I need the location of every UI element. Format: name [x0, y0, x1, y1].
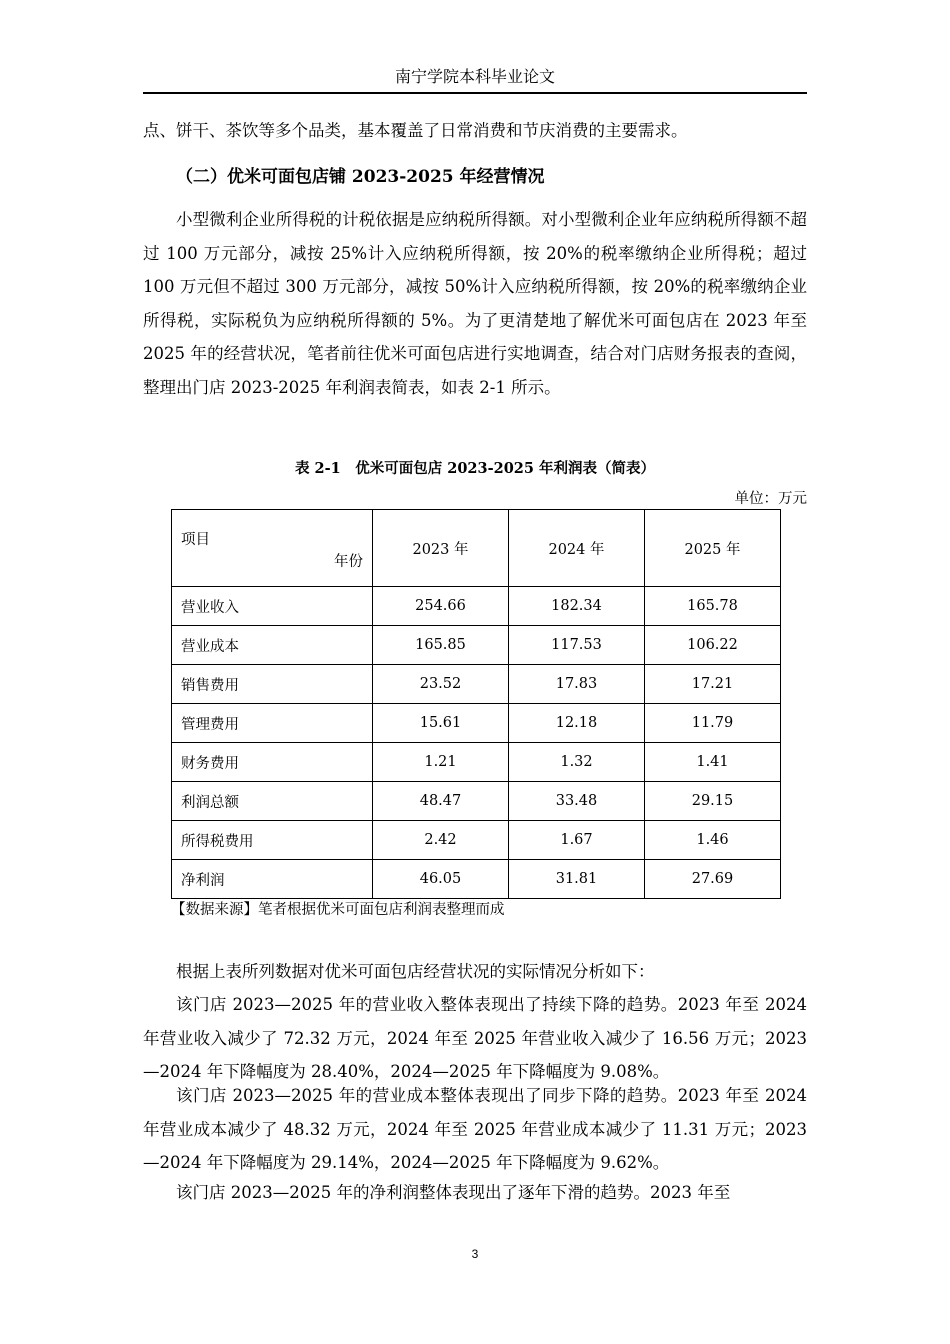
- value-cell: 11.79: [645, 704, 781, 743]
- row-label: 所得税费用: [172, 821, 373, 860]
- value-cell: 1.32: [509, 743, 645, 782]
- table-row: [172, 743, 781, 782]
- value-cell: 17.21: [645, 665, 781, 704]
- value-cell: 29.15: [645, 782, 781, 821]
- table-row: [172, 665, 781, 704]
- value-cell: 12.18: [509, 704, 645, 743]
- row-label: 营业成本: [172, 626, 373, 665]
- year-header: 2025 年: [645, 510, 781, 587]
- corner-year-label: 年份: [334, 554, 363, 570]
- row-label: 营业收入: [172, 587, 373, 626]
- table-row: [172, 860, 781, 899]
- value-cell: 2.42: [373, 821, 509, 860]
- table-row: [172, 821, 781, 860]
- table-row: [172, 782, 781, 821]
- value-cell: 15.61: [373, 704, 509, 743]
- row-label: 管理费用: [172, 704, 373, 743]
- value-cell: 48.47: [373, 782, 509, 821]
- paragraph-tax: 小型微利企业所得税的计税依据是应纳税所得额。对小型微利企业年应纳税所得额不超过 100 万元部分，减按 25%计入应纳税所得额，按 20%的税率缴纳企业所得税；超过 100 万元但不超过 300 万元部分，减按 50%计入应纳税所得额，按 20%的税率缴纳企业所得税，实际税负为应纳税所得额的 5%。为了更清楚地了解优米可面包店在 2023 年至 2025 年的经营状况，笔者前往优米可面包店进行实地调查，结合对门店财务报表的查阅，整理出门店 2023-2025 年利润表简表，如表 2-1 所示。: [143, 210, 807, 397]
- section-heading: （二）优米可面包店铺 2023-2025 年经营情况: [176, 167, 545, 187]
- analysis-intro: 根据上表所列数据对优米可面包店经营状况的实际情况分析如下：: [176, 962, 655, 981]
- value-cell: 23.52: [373, 665, 509, 704]
- value-cell: 33.48: [509, 782, 645, 821]
- row-label: 净利润: [172, 860, 373, 899]
- value-cell: 17.83: [509, 665, 645, 704]
- paragraph-cost: 该门店 2023—2025 年的营业成本整体表现出了同步下降的趋势。2023 年至 2024 年营业成本减少了 48.32 万元，2024 年至 2025 年营业成本减少了 11.31 万元；2023—2024 年下降幅度为 29.14%，2024—2025 年下降幅度为 9.62%。: [143, 1086, 807, 1172]
- table-unit: 单位：万元: [734, 491, 807, 507]
- page-number: 3: [471, 1247, 479, 1261]
- corner-cell: [172, 510, 373, 587]
- table-source-note: 【数据来源】笔者根据优米可面包店利润表整理而成: [171, 902, 505, 918]
- value-cell: 1.46: [645, 821, 781, 860]
- value-cell: 106.22: [645, 626, 781, 665]
- value-cell: 254.66: [373, 587, 509, 626]
- value-cell: 165.78: [645, 587, 781, 626]
- value-cell: 31.81: [509, 860, 645, 899]
- header-divider: [143, 92, 807, 94]
- intro-line: 点、饼干、茶饮等多个品类，基本覆盖了日常消费和节庆消费的主要需求。: [143, 121, 688, 140]
- value-cell: 117.53: [509, 626, 645, 665]
- paragraph-profit: 该门店 2023—2025 年的净利润整体表现出了逐年下滑的趋势。2023 年至: [176, 1183, 731, 1202]
- value-cell: 165.85: [373, 626, 509, 665]
- value-cell: 1.67: [509, 821, 645, 860]
- row-label: 财务费用: [172, 743, 373, 782]
- table-row: [172, 704, 781, 743]
- row-label: 利润总额: [172, 782, 373, 821]
- table-header-row: [172, 510, 781, 587]
- value-cell: 1.21: [373, 743, 509, 782]
- page-header-title: 南宁学院本科毕业论文: [394, 67, 555, 86]
- paragraph-revenue: 该门店 2023—2025 年的营业收入整体表现出了持续下降的趋势。2023 年至 2024 年营业收入减少了 72.32 万元，2024 年至 2025 年营业收入减少了 16.56 万元；2023—2024 年下降幅度为 28.40%，2024—2025 年下降幅度为 9.08%。: [143, 995, 807, 1081]
- year-header: 2023 年: [373, 510, 509, 587]
- value-cell: 46.05: [373, 860, 509, 899]
- value-cell: 182.34: [509, 587, 645, 626]
- table-caption: 表 2-1 优米可面包店 2023-2025 年利润表（简表）: [294, 460, 656, 477]
- table-row: [172, 626, 781, 665]
- income-statement-table: [171, 509, 781, 899]
- row-label: 销售费用: [172, 665, 373, 704]
- table-row: [172, 587, 781, 626]
- year-header: 2024 年: [509, 510, 645, 587]
- value-cell: 1.41: [645, 743, 781, 782]
- corner-item-label: 项目: [181, 532, 210, 548]
- value-cell: 27.69: [645, 860, 781, 899]
